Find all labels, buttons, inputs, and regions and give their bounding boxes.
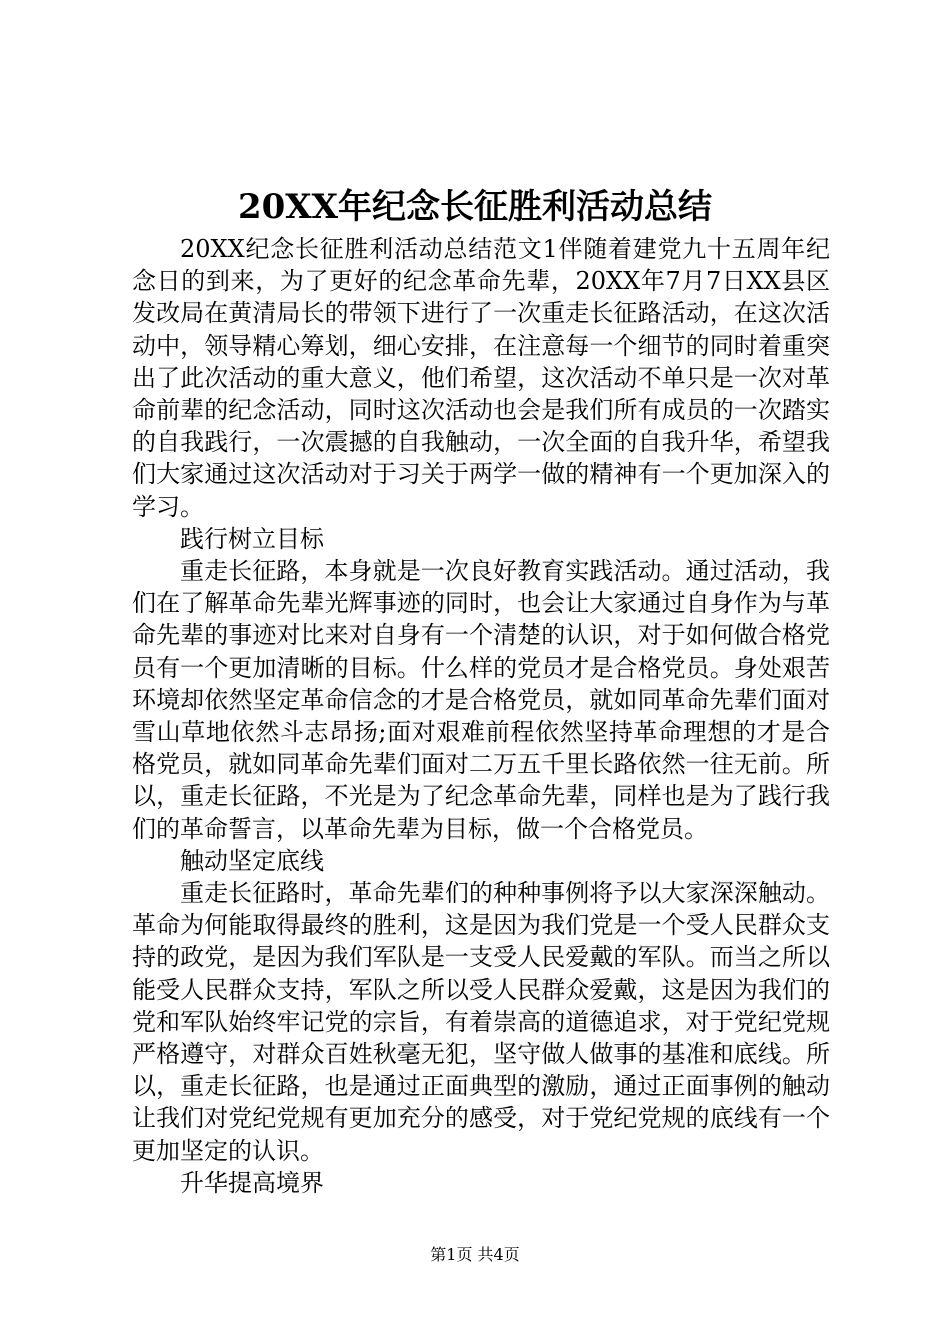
document-body [132,233,830,1199]
section-body-bottom-line: 重走长征路时，革命先辈们的种种事例将予以大家深深触动。革命为何能取得最终的胜利，这是因为我们党是一个受人民群众支持的政党，是因为我们军队是一支受人民爱戴的军队。而当之所以能受人民群众支持，军队之所以受人民群众爱戴，这是因为我们的党和军队始终牢记党的宗旨，有着崇高的道德追求，对于党纪党规严格遵守，对群众百姓秋毫无犯，坚守做人做事的基准和底线。所以，重走长征路，也是通过正面典型的激励，通过正面事例的触动让我们对党纪党规有更加充分的感受，对于党纪党规的底线有一个更加坚定的认识。 [132,879,830,1165]
intro-paragraph: 20XX纪念长征胜利活动总结范文1伴随着建党九十五周年纪念日的到来，为了更好的纪念革命先辈，20XX年7月7日XX县区发改局在黄清局长的带领下进行了一次重走长征路活动，在这次活动中，领导精心筹划，细心安排，在注意每一个细节的同时着重突出了此次活动的重大意义，他们希望，这次活动不单只是一次对革命前辈的纪念活动，同时这次活动也会是我们所有成员的一次踏实的自我践行，一次震撼的自我触动，一次全面的自我升华，希望我们大家通过这次活动对于习关于两学一做的精神有一个更加深入的学习。 [132,235,830,521]
section-body-practice: 重走长征路，本身就是一次良好教育实践活动。通过活动，我们在了解革命先辈光辉事迹的同时，也会让大家通过自身作为与革命先辈的事迹对比来对自身有一个清楚的认识，对于如何做合格党员有一个更加清晰的目标。什么样的党员才是合格党员。身处艰苦环境却依然坚定革命信念的才是合格党员，就如同革命先辈们面对雪山草地依然斗志昂扬;面对艰难前程依然坚持革命理想的才是合格党员，就如同革命先辈们面对二万五千里长路依然一往无前。所以，重走长征路，不光是为了纪念革命先辈，同样也是为了践行我们的革命誓言，以革命先辈为目标，做一个合格党员。 [132,557,830,843]
page-title: 20XX年纪念长征胜利活动总结 [237,187,713,227]
section-heading-bottom-line: 触动坚定底线 [180,846,324,875]
section-heading-practice: 践行树立目标 [180,524,324,553]
section-heading-elevate: 升华提高境界 [180,1168,324,1197]
page-footer: 第1页 共4页 [430,1245,520,1264]
